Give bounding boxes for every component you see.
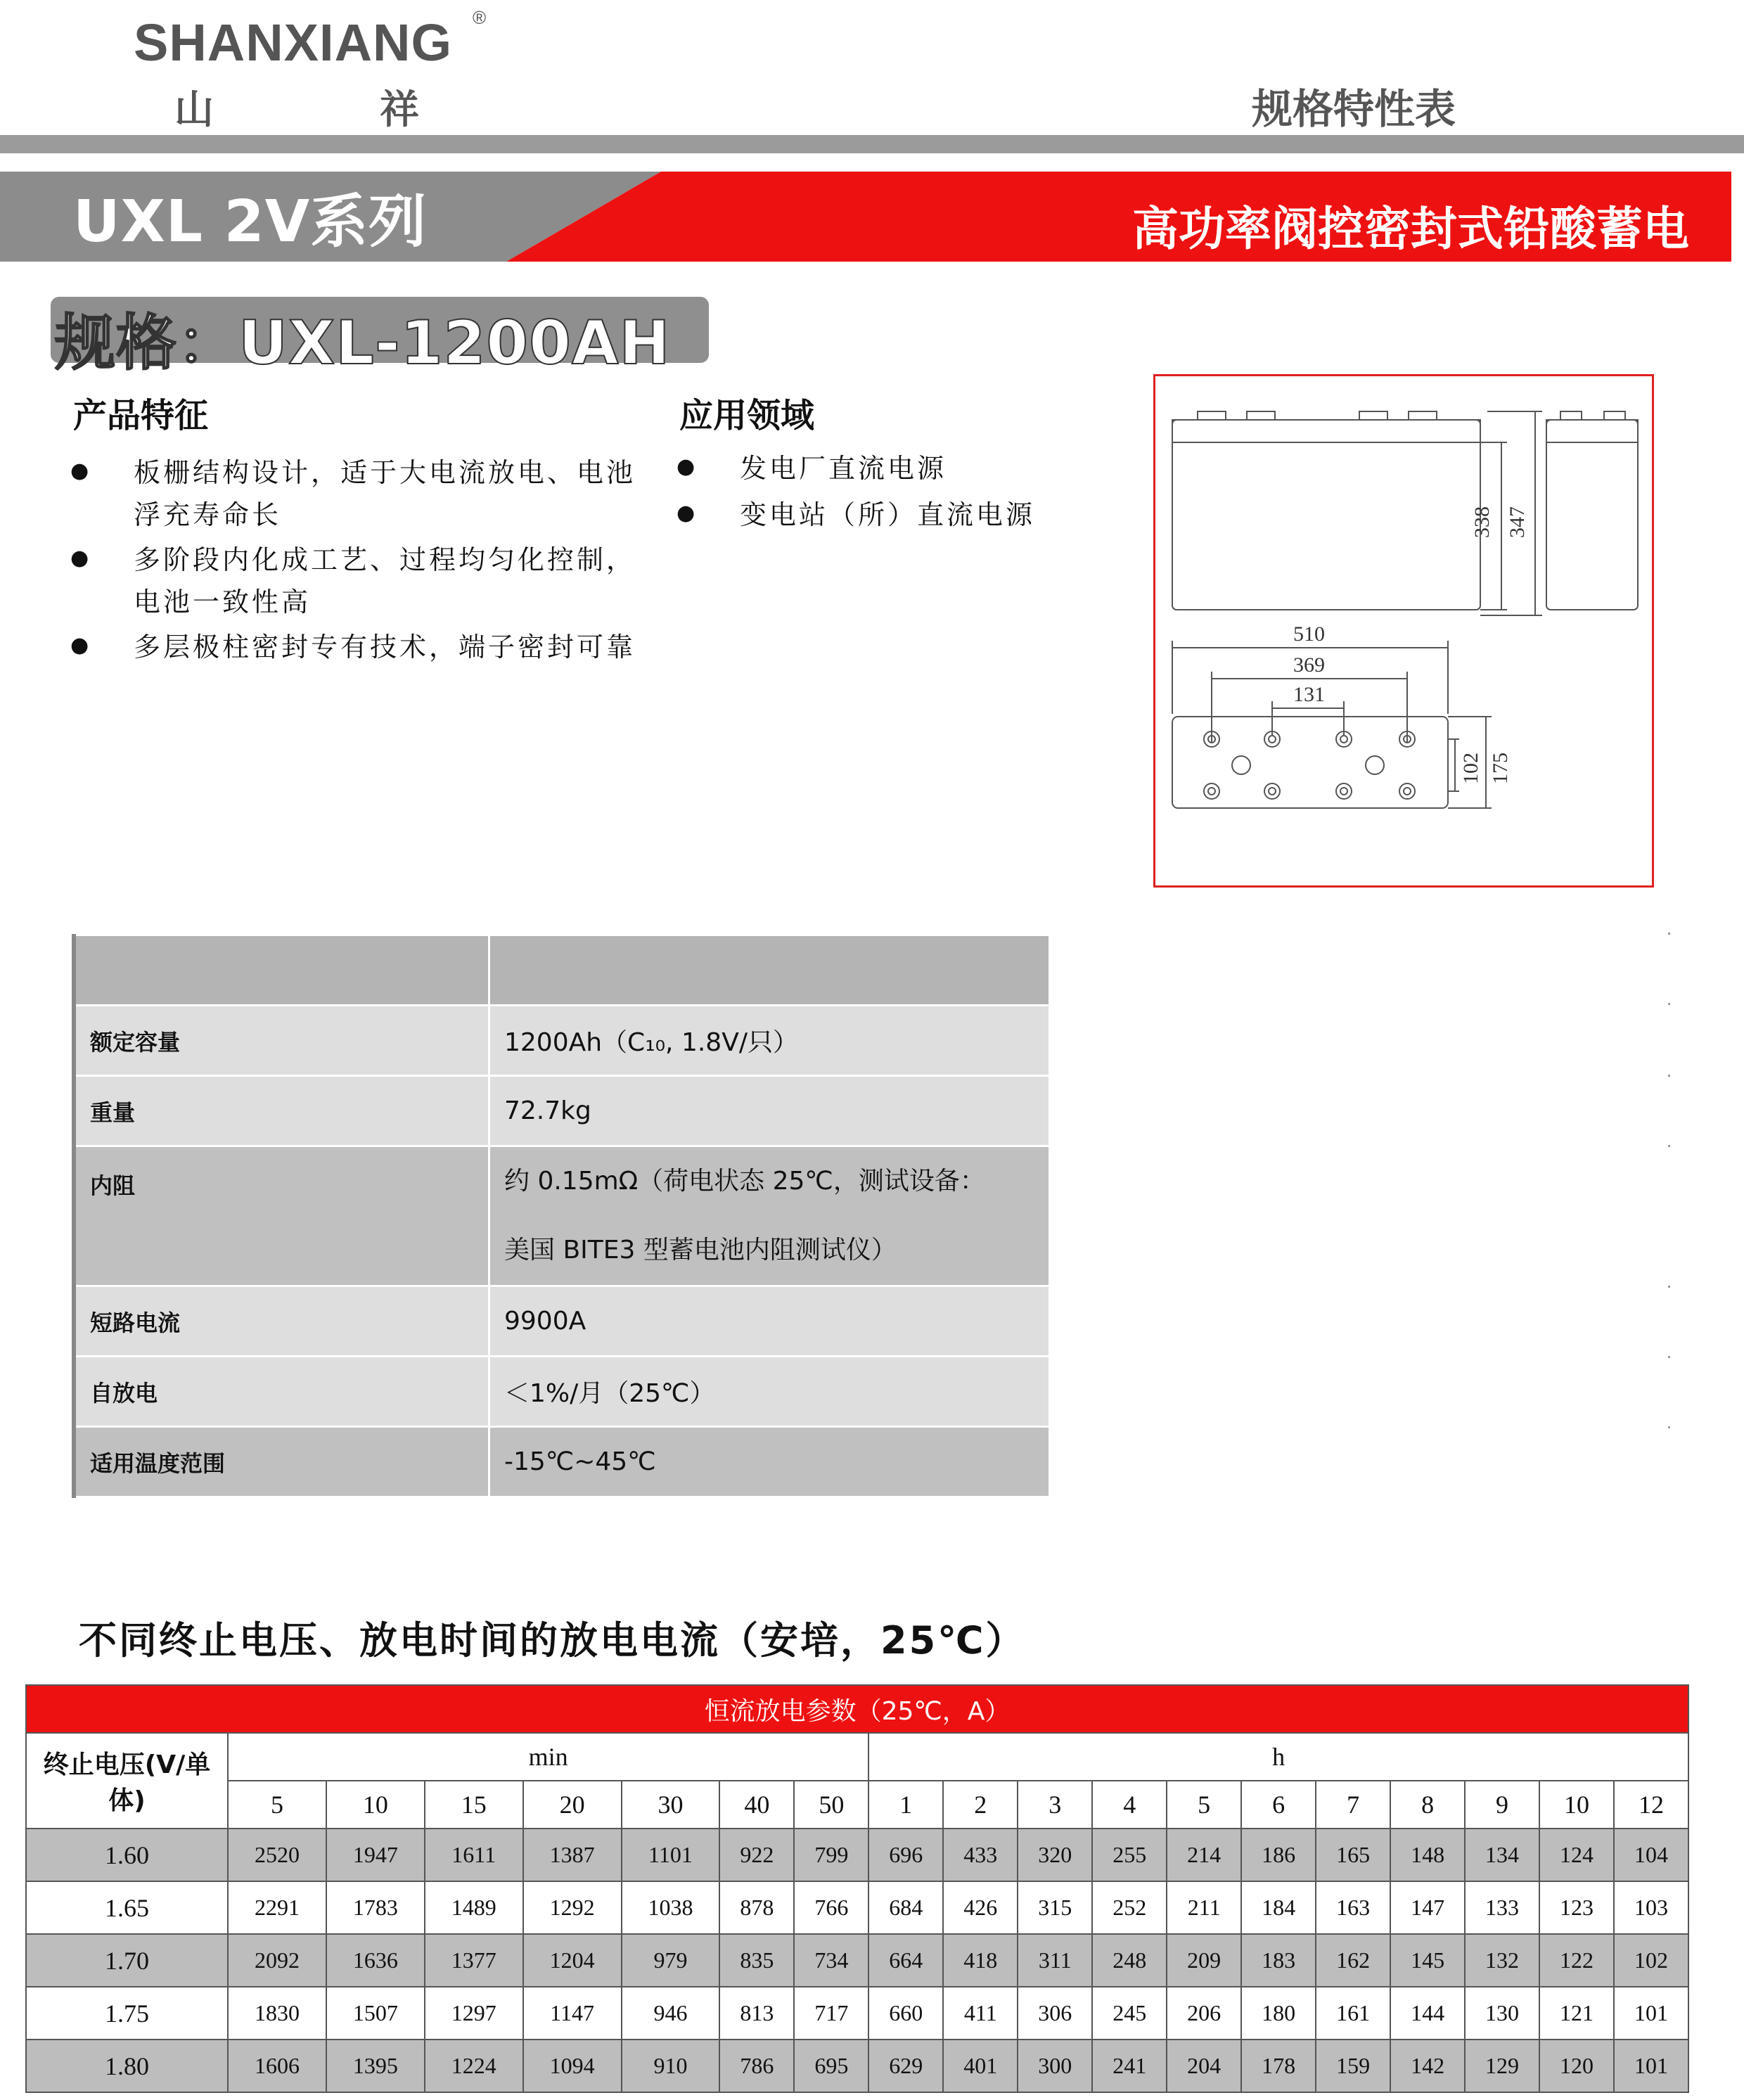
current-value: 183 (1241, 1934, 1316, 1987)
current-value: 104 (1614, 1829, 1688, 1881)
discharge-table (25, 1684, 1689, 2093)
current-value: 1094 (523, 2040, 622, 2092)
table-row (26, 1881, 1688, 1934)
current-value: 411 (943, 1987, 1018, 2040)
current-value: 2291 (228, 1881, 326, 1934)
current-value: 147 (1390, 1881, 1465, 1934)
spec-header-cell (489, 935, 1050, 1006)
current-value: 161 (1316, 1987, 1390, 2040)
current-value: 133 (1465, 1881, 1539, 1934)
time-col-h: 9 (1465, 1781, 1539, 1829)
current-value: 311 (1018, 1934, 1092, 1987)
bullet-icon: ● (70, 459, 89, 483)
current-value: 1204 (523, 1934, 622, 1987)
current-value: 163 (1316, 1881, 1390, 1934)
current-value: 684 (868, 1881, 943, 1934)
current-value: 2092 (228, 1934, 326, 1987)
features-title: 产品特征 (73, 396, 209, 435)
current-value: 148 (1390, 1829, 1465, 1881)
time-col-min: 15 (425, 1781, 523, 1829)
current-value: 144 (1390, 1987, 1465, 2040)
current-value: 835 (719, 1934, 794, 1987)
spec-table (72, 934, 1051, 1498)
current-value: 1297 (425, 1987, 523, 2040)
end-voltage: 1.65 (26, 1881, 228, 1934)
current-value: 1038 (622, 1881, 720, 1934)
current-value: 734 (794, 1934, 868, 1987)
group-header-min: min (228, 1733, 868, 1781)
current-value: 1292 (523, 1881, 622, 1934)
end-voltage: 1.75 (26, 1987, 228, 2040)
end-voltage: 1.80 (26, 2040, 228, 2092)
current-value: 433 (943, 1829, 1018, 1881)
current-value: 1387 (523, 1829, 622, 1881)
feature-item: 板栅结构设计，适于大电流放电、电池浮充寿命长 (134, 457, 636, 530)
current-value: 426 (943, 1881, 1018, 1934)
time-col-h: 5 (1167, 1781, 1241, 1829)
current-value: 129 (1465, 2040, 1539, 2092)
table-row (26, 1987, 1688, 2040)
current-value: 306 (1018, 1987, 1092, 2040)
current-value: 922 (719, 1829, 794, 1881)
margin-dot (1668, 933, 1670, 935)
spec-key: 自放电 (74, 1357, 489, 1427)
current-value: 252 (1092, 1881, 1167, 1934)
dim-terminal-span: 369 (1293, 653, 1325, 677)
bullet-icon: ● (70, 546, 89, 570)
current-value: 910 (622, 2040, 720, 2092)
bullet-icon: ● (677, 454, 695, 479)
series-name: UXL 2V系列 (73, 188, 428, 255)
current-value: 142 (1390, 2040, 1465, 2092)
current-value: 946 (622, 1987, 720, 2040)
current-value: 101 (1614, 2040, 1688, 2092)
current-value: 134 (1465, 1829, 1539, 1881)
end-voltage: 1.60 (26, 1829, 228, 1881)
spec-value-line: 约 0.15mΩ（荷电状态 25℃，测试设备： (504, 1167, 985, 1196)
current-value: 120 (1539, 2040, 1614, 2092)
current-value: 799 (794, 1829, 868, 1881)
current-value: 214 (1167, 1829, 1241, 1881)
spec-value: 72.7kg (489, 1076, 1050, 1146)
table-row (26, 2040, 1688, 2092)
current-value: 1395 (326, 2040, 425, 2092)
current-value: 102 (1614, 1934, 1688, 1987)
time-col-h: 1 (868, 1781, 943, 1829)
time-col-h: 10 (1539, 1781, 1614, 1829)
feature-item: 多阶段内化成工艺、过程均匀化控制，电池一致性高 (134, 544, 636, 617)
current-value: 401 (943, 2040, 1018, 2092)
brand-logo: SHANXIANG (134, 13, 453, 72)
current-value: 418 (943, 1934, 1018, 1987)
spec-key: 适用温度范围 (74, 1427, 489, 1497)
current-value: 1224 (425, 2040, 523, 2092)
margin-dot (1668, 1003, 1670, 1005)
current-value: 1783 (326, 1881, 425, 1934)
application-item: 发电厂直流电源 (740, 453, 947, 484)
time-col-h: 6 (1241, 1781, 1316, 1829)
current-value: 695 (794, 2040, 868, 2092)
margin-dot (1668, 1145, 1670, 1147)
dim-width-outer: 175 (1489, 753, 1512, 784)
battery-drawing (1155, 376, 1652, 885)
current-value: 979 (622, 1934, 720, 1987)
time-col-min: 5 (228, 1781, 326, 1829)
current-value: 1489 (425, 1881, 523, 1934)
applications-title: 应用领域 (679, 396, 815, 435)
table-row (26, 1934, 1688, 1987)
margin-dot (1668, 1426, 1670, 1428)
time-col-h: 7 (1316, 1781, 1390, 1829)
dim-height-outer: 347 (1506, 506, 1529, 538)
dim-width-inner: 102 (1459, 753, 1482, 784)
time-col-min: 30 (622, 1781, 720, 1829)
current-value: 1611 (425, 1829, 523, 1881)
current-value: 813 (719, 1987, 794, 2040)
current-value: 248 (1092, 1934, 1167, 1987)
current-value: 1377 (425, 1934, 523, 1987)
current-value: 1830 (228, 1987, 326, 2040)
feature-item: 多层极柱密封专有技术，端子密封可靠 (134, 632, 636, 662)
group-header-h: h (868, 1733, 1688, 1781)
spec-value-line: 美国 BITE3 型蓄电池内阻测试仪） (504, 1236, 897, 1265)
end-voltage: 1.70 (26, 1934, 228, 1987)
spec-label: 规格：UXL-1200AH (55, 308, 671, 378)
current-value: 162 (1316, 1934, 1390, 1987)
time-col-min: 20 (523, 1781, 622, 1829)
dim-terminal-pitch: 131 (1293, 683, 1325, 706)
spec-key: 短路电流 (74, 1286, 489, 1357)
current-value: 101 (1614, 1987, 1688, 2040)
brand-cn-char-2: 祥 (380, 87, 419, 133)
dim-height-inner: 338 (1470, 506, 1494, 538)
current-value: 209 (1167, 1934, 1241, 1987)
current-value: 186 (1241, 1829, 1316, 1881)
spec-value: ＜1%/月（25℃） (489, 1357, 1050, 1427)
spec-value (489, 1146, 1050, 1286)
current-value: 145 (1390, 1934, 1465, 1987)
current-value: 2520 (228, 1829, 326, 1881)
current-value: 664 (868, 1934, 943, 1987)
current-value: 1636 (326, 1934, 425, 1987)
time-col-h: 2 (943, 1781, 1018, 1829)
table-row (26, 1829, 1688, 1881)
voltage-column-caption: 终止电压(V/单体) (26, 1733, 228, 1829)
current-value: 878 (719, 1881, 794, 1934)
bullet-icon: ● (677, 501, 695, 525)
current-value: 241 (1092, 2040, 1167, 2092)
margin-dot (1668, 1286, 1670, 1288)
current-value: 660 (868, 1987, 943, 2040)
current-value: 245 (1092, 1987, 1167, 2040)
current-value: 132 (1465, 1934, 1539, 1987)
time-col-h: 12 (1614, 1781, 1688, 1829)
document-title: 规格特性表 (1252, 85, 1456, 133)
registered-mark: ® (473, 7, 487, 28)
current-value: 300 (1018, 2040, 1092, 2092)
current-value: 184 (1241, 1881, 1316, 1934)
spec-value: -15℃~45℃ (489, 1427, 1050, 1497)
spec-value: 9900A (489, 1286, 1050, 1357)
time-col-h: 4 (1092, 1781, 1167, 1829)
current-value: 1947 (326, 1829, 425, 1881)
margin-dot (1668, 1356, 1670, 1358)
product-subtitle: 高功率阀控密封式铅酸蓄电 (1132, 202, 1689, 256)
current-value: 255 (1092, 1829, 1167, 1881)
current-value: 124 (1539, 1829, 1614, 1881)
spec-header-cell (74, 935, 489, 1006)
header-divider (0, 135, 1744, 153)
brand-cn-char-1: 山 (174, 87, 214, 133)
current-value: 103 (1614, 1881, 1688, 1934)
spec-value: 1200Ah（C₁₀, 1.8V/只） (489, 1006, 1050, 1076)
current-value: 180 (1241, 1987, 1316, 2040)
current-value: 717 (794, 1987, 868, 2040)
application-item: 变电站（所）直流电源 (740, 499, 1036, 530)
current-value: 696 (868, 1829, 943, 1881)
current-value: 315 (1018, 1881, 1092, 1934)
current-value: 204 (1167, 2040, 1241, 2092)
current-value: 786 (719, 2040, 794, 2092)
current-value: 1507 (326, 1987, 425, 2040)
current-value: 1606 (228, 2040, 326, 2092)
dimension-diagram (1153, 374, 1654, 888)
margin-dot (1668, 1075, 1670, 1077)
current-value: 211 (1167, 1881, 1241, 1934)
current-value: 206 (1167, 1987, 1241, 2040)
current-value: 178 (1241, 2040, 1316, 2092)
discharge-section-title: 不同终止电压、放电时间的放电电流（安培，25℃） (79, 1618, 1026, 1663)
time-col-min: 10 (326, 1781, 425, 1829)
discharge-table-title: 恒流放电参数（25℃，A） (26, 1685, 1688, 1733)
current-value: 1101 (622, 1829, 720, 1881)
time-col-h: 3 (1018, 1781, 1092, 1829)
bullet-icon: ● (70, 633, 89, 658)
spec-key: 内阻 (74, 1146, 489, 1286)
time-col-min: 50 (794, 1781, 868, 1829)
time-col-min: 40 (719, 1781, 794, 1829)
dim-length: 510 (1293, 622, 1325, 646)
current-value: 122 (1539, 1934, 1614, 1987)
current-value: 320 (1018, 1829, 1092, 1881)
current-value: 159 (1316, 2040, 1390, 2092)
current-value: 121 (1539, 1987, 1614, 2040)
current-value: 165 (1316, 1829, 1390, 1881)
current-value: 1147 (523, 1987, 622, 2040)
spec-key: 重量 (74, 1076, 489, 1146)
current-value: 123 (1539, 1881, 1614, 1934)
time-col-h: 8 (1390, 1781, 1465, 1829)
spec-key: 额定容量 (74, 1006, 489, 1076)
current-value: 130 (1465, 1987, 1539, 2040)
current-value: 629 (868, 2040, 943, 2092)
current-value: 766 (794, 1881, 868, 1934)
